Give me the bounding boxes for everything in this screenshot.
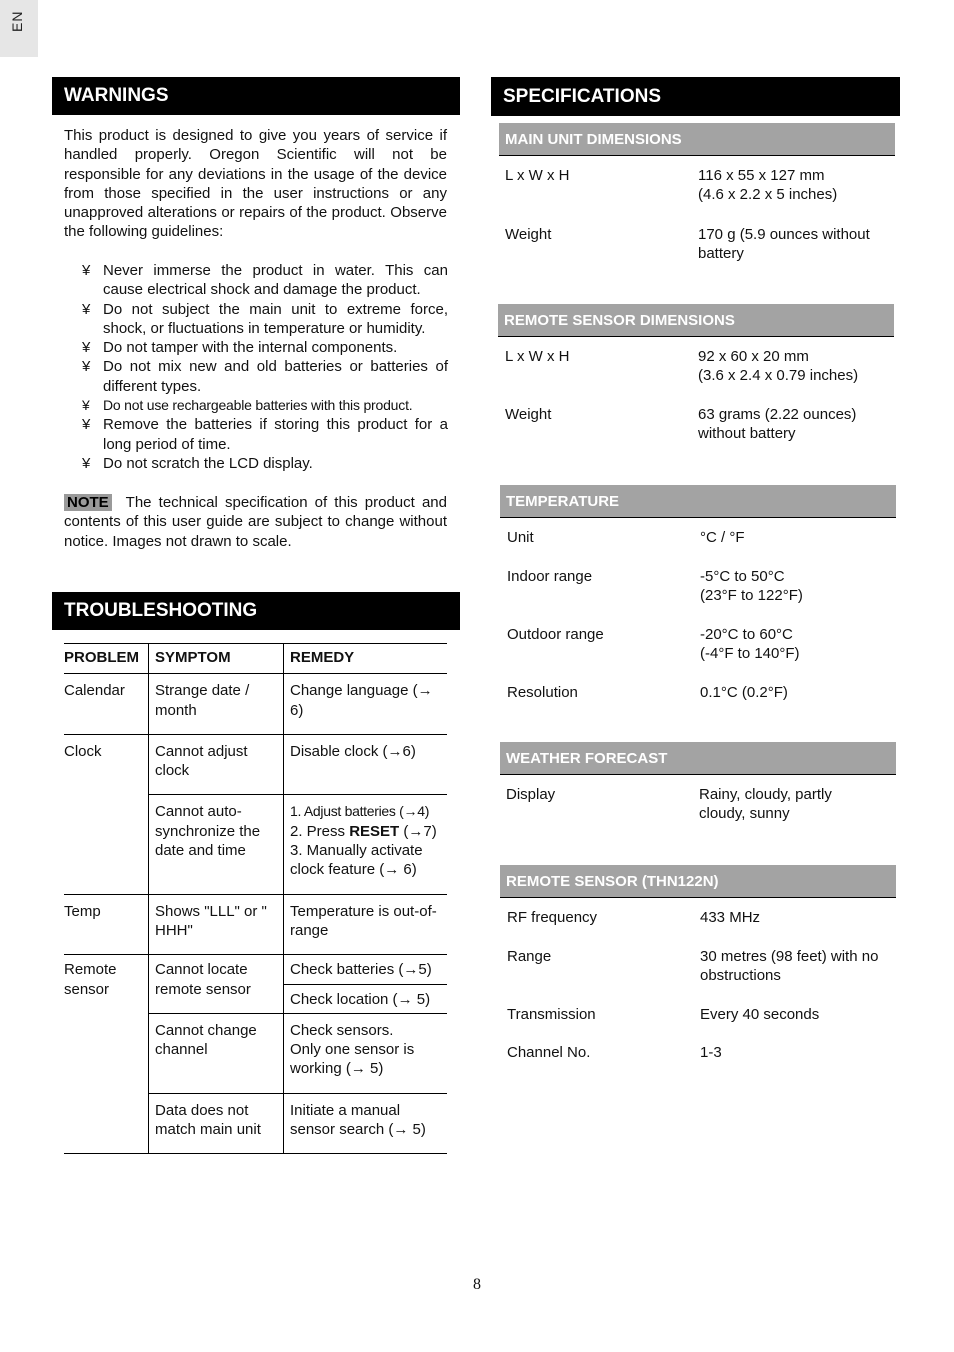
table-header-row	[64, 644, 447, 674]
arrow-icon: →	[403, 961, 419, 979]
table-row	[64, 894, 447, 955]
spec-value: Every 40 seconds	[700, 1006, 820, 1023]
header-remedy: REMEDY	[284, 644, 448, 674]
forecast-heading: WEATHER FORECAST	[500, 742, 896, 774]
remedy-cell: 1. Adjust batteries (→4) 2. Press RESET (→7) 3. Manually activate clock feature (→ 6)	[284, 795, 448, 894]
spec-label: L x W x H	[505, 348, 570, 365]
spec-value: 116 x 55 x 127 mm (4.6 x 2.2 x 5 inches)	[698, 167, 838, 204]
list-item: ¥ Do not tamper with the internal components.	[82, 339, 398, 357]
spec-value: 30 metres (98 feet) with no obstructions	[700, 948, 879, 985]
divider	[500, 517, 896, 518]
list-item: ¥ Never immerse the product in water. This can cause electrical shock and damage the product.	[82, 262, 448, 299]
specifications-heading	[491, 77, 900, 116]
troubleshooting-table	[64, 643, 447, 1154]
bullet-symbol: ¥	[82, 358, 91, 376]
spec-label: Resolution	[507, 684, 578, 701]
spec-label: RF frequency	[507, 909, 598, 926]
spec-value: 92 x 60 x 20 mm (3.6 x 2.4 x 0.79 inches)	[698, 348, 859, 385]
list-item: ¥ Do not subject the main unit to extreme force, shock, or fluctuations in temperature or humidity.	[82, 300, 448, 337]
divider	[499, 155, 895, 156]
table-row	[64, 1013, 447, 1093]
problem-cell: Clock	[64, 742, 102, 760]
specifications-title: SPECIFICATIONS	[503, 85, 661, 107]
spec-value: Rainy, cloudy, partly cloudy, sunny	[699, 786, 832, 823]
symptom-cell: Cannot locate remote sensor	[149, 955, 284, 1014]
list-item: ¥ Remove the batteries if storing this product for a long period of time.	[82, 416, 448, 453]
problem-cell: Calendar	[64, 674, 149, 735]
divider	[500, 774, 896, 775]
page-number: 8	[473, 1276, 481, 1293]
note-text: The technical specification of this product and contents of this user guide are subject to change without notice. Images not drawn to scale.	[64, 494, 447, 550]
table-row	[64, 1093, 447, 1154]
arrow-icon: →	[403, 803, 418, 820]
language-tab	[0, 0, 38, 57]
spec-value: 433 MHz	[700, 909, 761, 926]
spec-label: Range	[507, 948, 552, 965]
symptom-cell: Cannot auto-synchronize the date and time	[149, 795, 284, 894]
warnings-intro: This product is designed to give you years of service if handled properly. Oregon Scientific will not be responsible for any deviations in the usage of the device from those specified in the user instructions or any unapproved alterations or repairs of the product. Observe the following guidelines:	[64, 127, 447, 241]
troubleshooting-title: TROUBLESHOOTING	[64, 600, 258, 621]
table-row	[64, 674, 447, 735]
spec-label: Transmission	[507, 1006, 596, 1023]
temperature-heading: TEMPERATURE	[500, 485, 896, 517]
problem-cell: Temp	[64, 894, 149, 955]
warnings-title: WARNINGS	[64, 85, 169, 106]
bullet-symbol: ¥	[82, 454, 91, 472]
list-item: ¥ Do not scratch the LCD display.	[82, 454, 313, 472]
spec-value: °C / °F	[700, 529, 745, 546]
symptom-cell: Strange date / month	[149, 674, 284, 735]
spec-label: Unit	[507, 529, 534, 546]
spec-label: Weight	[505, 226, 552, 243]
bullet-symbol: ¥	[82, 339, 91, 357]
remedy-cell: Check location (→ 5)	[284, 984, 448, 1013]
spec-label: Indoor range	[507, 568, 593, 585]
bullet-symbol: ¥	[82, 300, 91, 318]
list-item: ¥ Do not use rechargeable batteries with this product.	[82, 396, 448, 415]
warnings-list	[82, 261, 448, 473]
spec-label: Outdoor range	[507, 626, 604, 643]
arrow-icon: →	[384, 861, 400, 879]
spec-value: 170 g (5.9 ounces without battery	[698, 226, 870, 263]
header-problem: PROBLEM	[64, 644, 149, 674]
bullet-symbol: ¥	[82, 397, 90, 414]
divider	[498, 336, 894, 337]
spec-value: -5°C to 50°C (23°F to 122°F)	[700, 568, 803, 605]
table-row	[64, 955, 447, 984]
remedy-cell: Disable clock (→6)	[284, 734, 448, 795]
remote-sensor-heading: REMOTE SENSOR (THN122N)	[500, 865, 896, 897]
remedy-cell: Temperature is out-of-range	[284, 894, 448, 955]
list-item: ¥ Do not mix new and old batteries or batteries of different types.	[82, 358, 448, 395]
arrow-icon: →	[387, 742, 403, 760]
remedy-cell: Initiate a manual sensor search (→ 5)	[284, 1093, 448, 1154]
spec-value: -20°C to 60°C (-4°F to 140°F)	[700, 626, 800, 663]
remedy-cell: Check batteries (→5)	[284, 955, 448, 984]
remedy-cell: Check sensors. Only one sensor is working (→ 5)	[284, 1013, 448, 1093]
spec-value: 1-3	[700, 1044, 722, 1061]
header-symptom: SYMPTOM	[149, 644, 284, 674]
troubleshooting-heading	[52, 592, 460, 630]
language-label: EN	[9, 10, 25, 32]
symptom-cell: Cannot change channel	[149, 1013, 284, 1093]
note-label: NOTE	[64, 494, 112, 511]
arrow-icon: →	[350, 1060, 366, 1078]
arrow-icon: →	[397, 990, 413, 1008]
warnings-heading	[52, 77, 460, 115]
main-unit-heading: MAIN UNIT DIMENSIONS	[499, 123, 895, 155]
arrow-icon: →	[417, 682, 433, 700]
spec-label: L x W x H	[505, 167, 570, 184]
spec-value: 0.1°C (0.2°F)	[700, 684, 788, 701]
remedy-cell: Change language (→6)	[284, 674, 448, 735]
symptom-cell: Data does not match main unit	[149, 1093, 284, 1154]
remote-dimensions-heading: REMOTE SENSOR DIMENSIONS	[498, 304, 894, 336]
spec-label: Display	[506, 786, 556, 803]
spec-value: 63 grams (2.22 ounces) without battery	[698, 406, 857, 443]
arrow-icon: →	[393, 1121, 409, 1139]
spec-label: Channel No.	[507, 1044, 591, 1061]
bullet-symbol: ¥	[82, 416, 91, 434]
problem-cell: Remote sensor	[64, 961, 117, 998]
spec-label: Weight	[505, 406, 552, 423]
table-row	[64, 734, 447, 795]
table-row	[64, 795, 447, 894]
arrow-icon: →	[408, 822, 424, 840]
bullet-symbol: ¥	[82, 262, 91, 279]
note-paragraph	[64, 493, 447, 551]
symptom-cell: Shows "LLL" or " HHH"	[149, 894, 284, 955]
symptom-cell: Cannot adjust clock	[149, 734, 284, 795]
divider	[500, 897, 896, 898]
